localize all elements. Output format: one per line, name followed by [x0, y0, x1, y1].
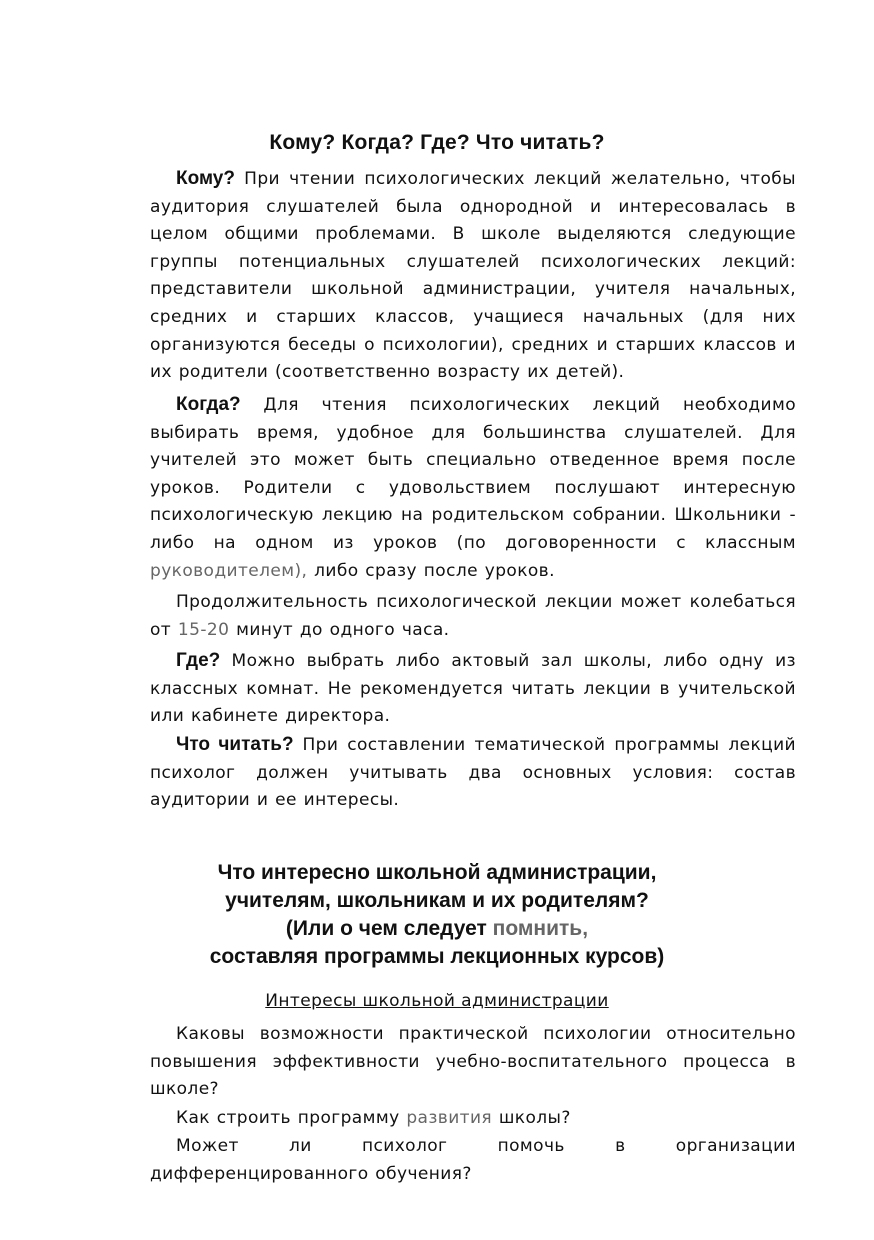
text-when: Для чтения психологических лекций необходимо выбирать время, удобное для большинства слушателей. Для учителей это может быть специально отведенное время после уроков. Родители с удовольствием послушают интересную психологическую лекцию на родительском собрании. Школьники - либо на одном из уроков (по договоренности с классным — [150, 395, 796, 553]
paragraph-where — [150, 647, 796, 731]
question-2-faint: развития — [406, 1108, 493, 1128]
lead-when: Когда? — [176, 394, 241, 415]
question-3: Может ли психолог помочь в организации дифференцированного обучения? — [150, 1136, 796, 1184]
question-2-text: Как строить программу — [176, 1108, 407, 1128]
text-when-end: либо сразу после уроков. — [307, 560, 555, 581]
question-2 — [150, 1105, 796, 1133]
paragraph-when — [150, 391, 796, 589]
question-1: Каковы возможности практической психологии относительно повышения эффективности учебно-воспитательного процесса в школе? — [150, 1024, 796, 1100]
text-duration: Продолжительность психологической лекции может колебаться от — [150, 592, 796, 640]
heading-line-3-faint: помнить, — [492, 917, 589, 940]
text-what: При составлении тематической программы лекций психолог должен учитывать два основных условия: состав аудитории и ее интересы. — [150, 735, 796, 811]
heading-line-4: составляя программы лекционных курсов) — [209, 945, 665, 968]
section-title: Кому? Когда? Где? Что читать? — [269, 131, 605, 154]
heading-line-2: учителям, школьникам и их родителям? — [225, 889, 649, 912]
paragraph-what — [150, 731, 796, 815]
paragraph-duration — [150, 589, 796, 647]
heading-line-3 — [0, 915, 874, 942]
lead-what: Что читать? — [176, 734, 294, 755]
lead-where: Где? — [176, 650, 221, 671]
heading-line-3-text: (Или о чем следует — [285, 917, 493, 940]
text-where: Можно выбрать либо актовый зал школы, либо одну из классных комнат. Не рекомендуется читать лекции в учительской или кабинете директора. — [150, 651, 796, 727]
text-duration-end: минут до одного часа. — [229, 619, 450, 640]
question-2-end: школы? — [492, 1108, 571, 1128]
text-who: При чтении психологических лекций желательно, чтобы аудитория слушателей была однородной и интересовалась в целом общими проблемами. В школе выделяются следующие группы потенциальных слушателей психологических лекций: представители школьной администрации, учителя начальных, средних и старших классов, учащиеся начальных (для них организуются беседы о психологии), средних и старших классов и их родители (соответственно возрасту их детей). — [150, 169, 796, 383]
subheading: Интересы школьной администрации — [265, 991, 609, 1011]
faint-duration: 15-20 — [177, 619, 230, 640]
faint-when: руководителем), — [150, 560, 308, 581]
lead-who: Кому? — [176, 168, 235, 189]
heading-line-1: Что интересно школьной администрации, — [217, 861, 657, 884]
paragraph-who — [150, 165, 796, 389]
